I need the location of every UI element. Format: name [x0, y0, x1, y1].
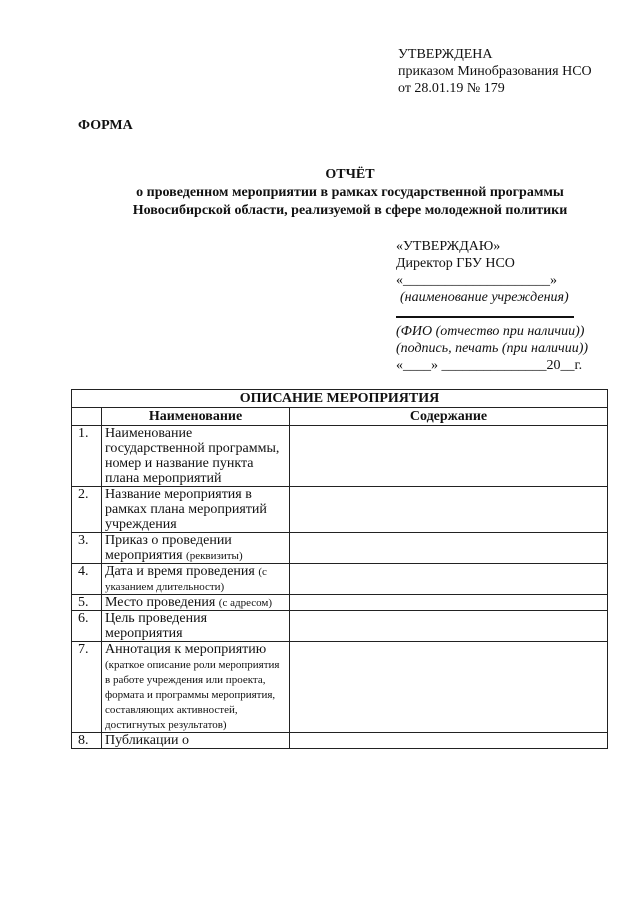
approve-heading: «УТВЕРЖДАЮ»: [396, 239, 501, 254]
row-name: [102, 642, 290, 733]
row-name-text: Приказ о проведении мероприятия: [105, 533, 232, 563]
row-number: 1.: [72, 426, 102, 487]
row-name-text: Публикации о: [105, 733, 189, 748]
row-content[interactable]: [290, 642, 608, 733]
signature-hint: (подпись, печать (при наличии)): [396, 341, 589, 356]
approval-line: УТВЕРЖДЕНА: [398, 47, 493, 62]
row-name: [102, 564, 290, 595]
row-number: 6.: [72, 611, 102, 642]
row-name-text: Наименование государственной программы, номер и название пункта плана мероприятий: [105, 426, 280, 486]
report-subtitle-line: о проведенном мероприятии в рамках государственной программы: [136, 185, 564, 200]
institution-blank: «_____________________»: [396, 273, 557, 288]
header-name: Наименование: [102, 408, 290, 426]
signature-line: [396, 306, 574, 318]
row-number: 5.: [72, 595, 102, 611]
form-label: ФОРМА: [78, 118, 133, 133]
row-note: (реквизиты): [186, 550, 243, 562]
institution-hint: (наименование учреждения): [400, 290, 569, 305]
date-blank: «____» _______________20__г.: [396, 358, 583, 373]
row-content[interactable]: [290, 533, 608, 564]
row-number: 8.: [72, 733, 102, 749]
report-title: ОТЧЁТ: [325, 167, 375, 182]
row-number: 4.: [72, 564, 102, 595]
row-name: [102, 733, 290, 749]
table-row: [72, 595, 608, 611]
table-row: [72, 733, 608, 749]
row-name: [102, 426, 290, 487]
row-number: 2.: [72, 487, 102, 533]
name-hint: (ФИО (отчество при наличии)): [396, 324, 585, 339]
row-name-text: Аннотация к мероприятию: [105, 642, 267, 657]
table-row: [72, 642, 608, 733]
row-name-text: Место проведения: [105, 595, 216, 610]
row-content[interactable]: [290, 426, 608, 487]
row-note: (с адресом): [218, 597, 273, 609]
report-subtitle-line: Новосибирской области, реализуемой в сфере молодежной политики: [132, 203, 568, 218]
header-content: Содержание: [290, 408, 608, 426]
approval-block: [398, 46, 592, 97]
approval-line: от 28.01.19 № 179: [398, 81, 505, 96]
row-note: (краткое описание роли мероприятия в работе учреждения или проекта, формата и программы мероприятия, составляющих активностей, достигнутых результатов): [105, 659, 280, 731]
row-name-text: Дата и время проведения: [105, 564, 255, 579]
director-title: Директор ГБУ НСО: [396, 256, 515, 271]
row-number: 7.: [72, 642, 102, 733]
approve-block: [396, 238, 588, 374]
table-caption: ОПИСАНИЕ МЕРОПРИЯТИЯ: [72, 390, 608, 408]
table-row: [72, 533, 608, 564]
row-name-text: Цель проведения мероприятия: [105, 611, 208, 641]
row-content[interactable]: [290, 487, 608, 533]
approval-line: приказом Минобразования НСО: [398, 64, 592, 79]
table-row: [72, 564, 608, 595]
table-row: [72, 487, 608, 533]
table-row: [72, 611, 608, 642]
row-name-text: Название мероприятия в рамках плана мероприятий учреждения: [105, 487, 267, 532]
header-num: [72, 408, 102, 426]
row-content[interactable]: [290, 595, 608, 611]
row-name: [102, 611, 290, 642]
row-content[interactable]: [290, 733, 608, 749]
row-content[interactable]: [290, 564, 608, 595]
row-content[interactable]: [290, 611, 608, 642]
row-note: (с указанием длительности): [105, 566, 267, 593]
event-description-table: [71, 389, 608, 749]
row-name: [102, 487, 290, 533]
row-name: [102, 595, 290, 611]
row-number: 3.: [72, 533, 102, 564]
table-row: [72, 426, 608, 487]
row-name: [102, 533, 290, 564]
